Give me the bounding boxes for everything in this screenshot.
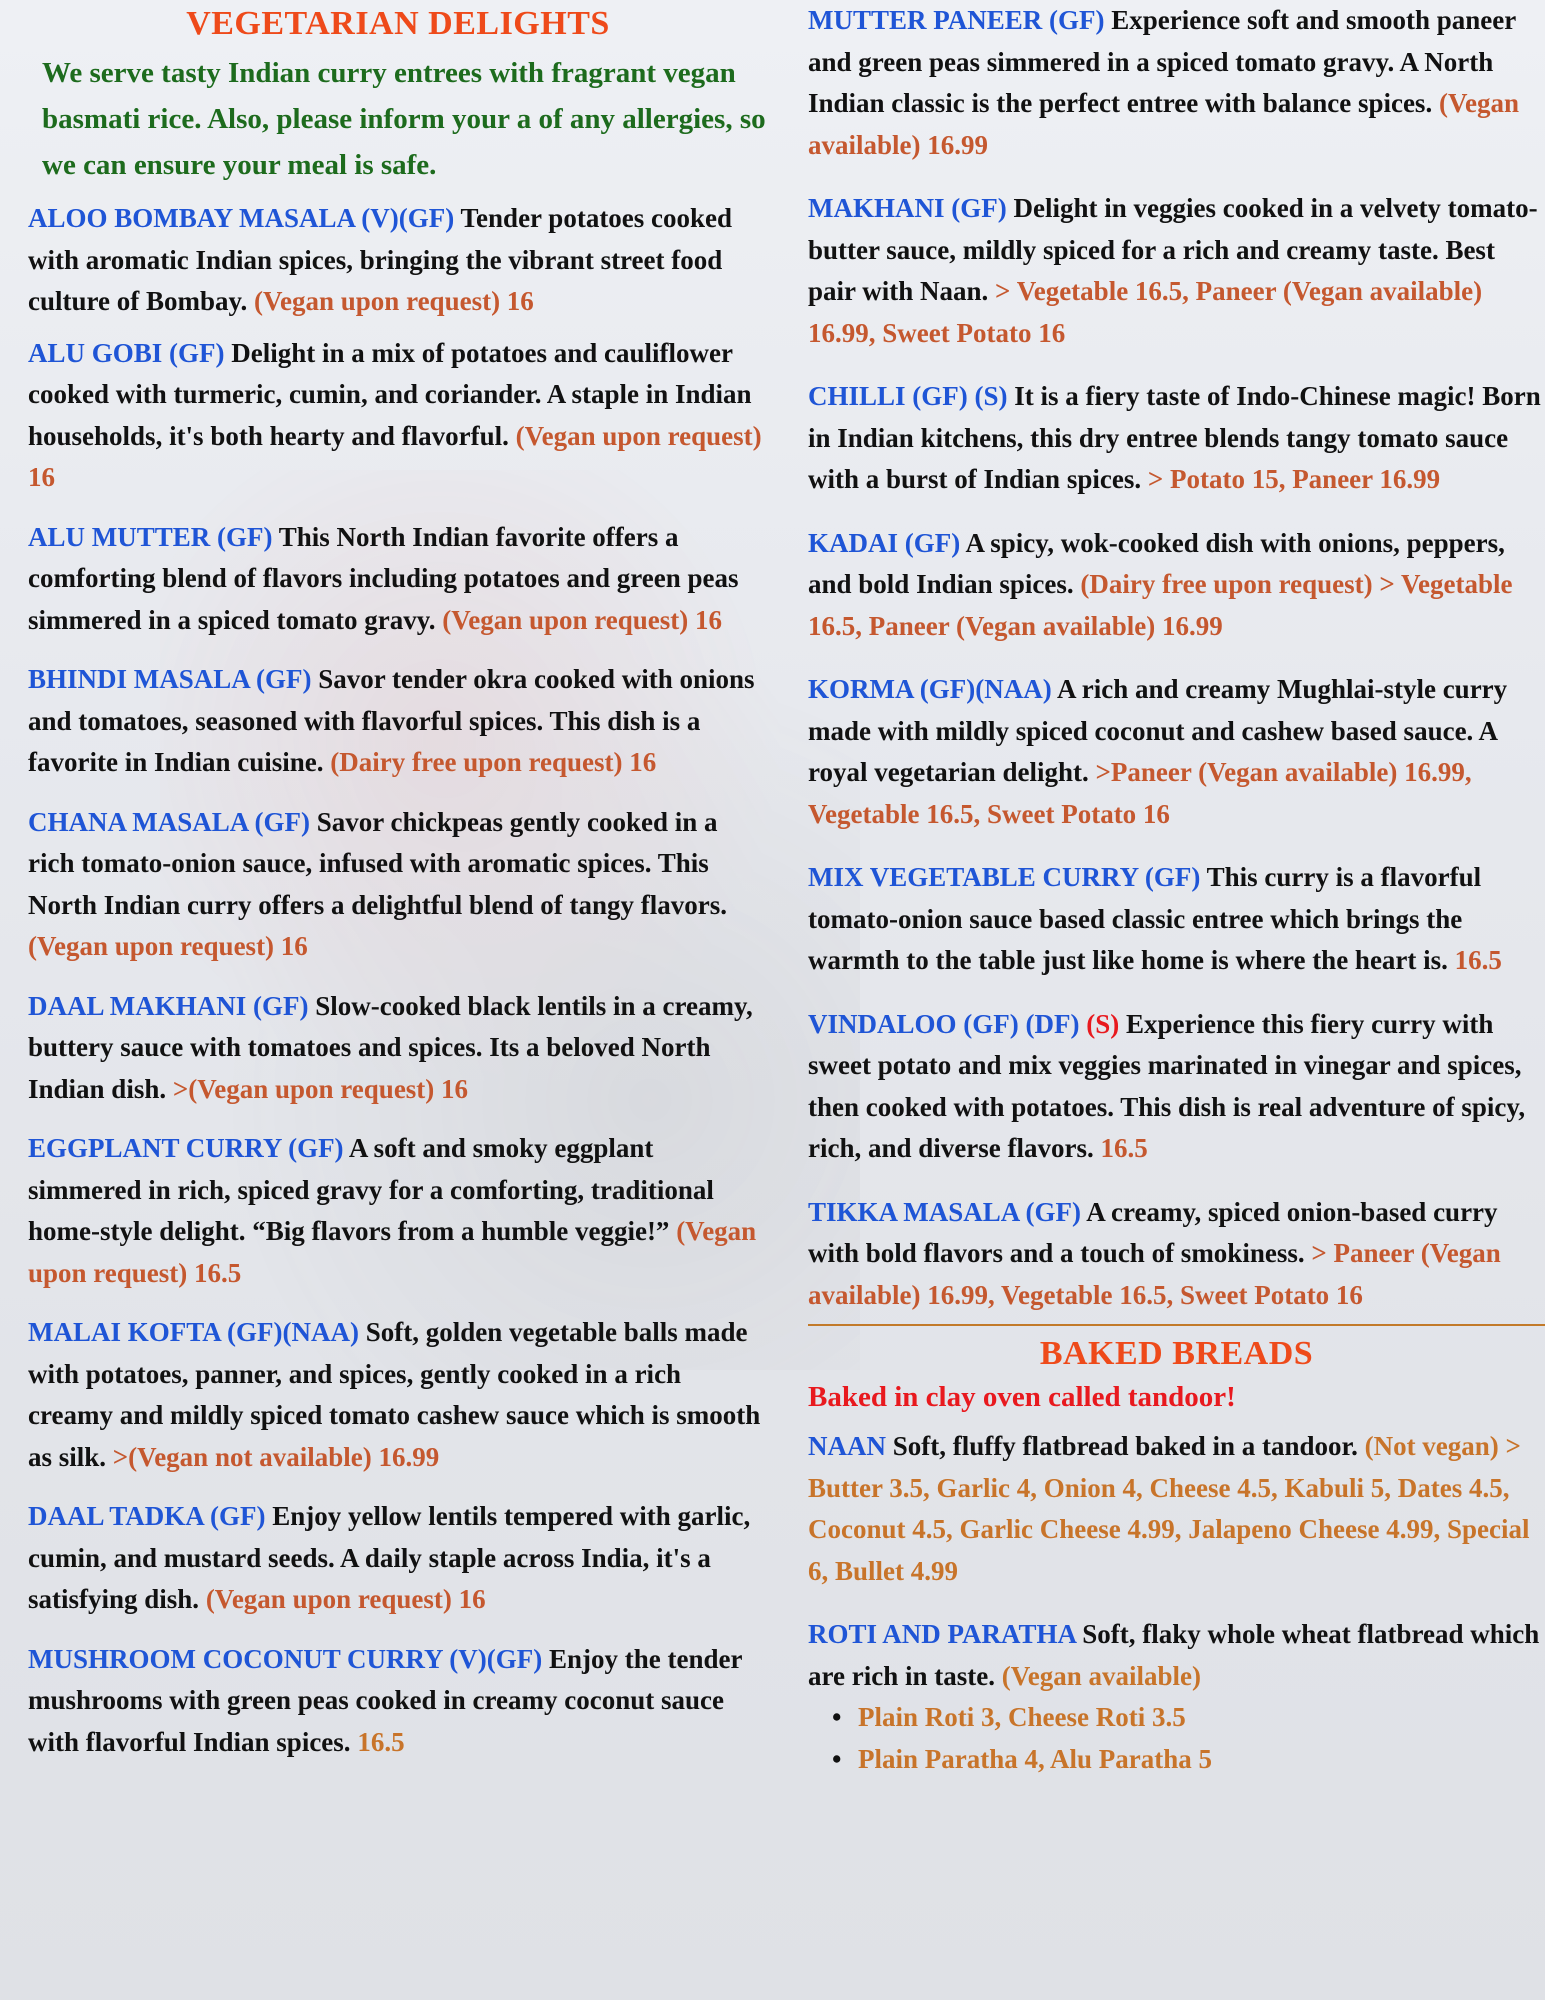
item-name: DAAL MAKHANI (GF) — [28, 990, 309, 1021]
item-price: 16.5 — [1100, 1133, 1148, 1163]
item-description: This curry is a flavorful tomato-onion sauce based classic entree which brings the warmth to the table just like home is where the heart is. — [808, 862, 1482, 975]
item-description: A spicy, wok-cooked dish with onions, peppers, and bold Indian spices. — [808, 527, 1505, 599]
vegetarian-title: VEGETARIAN DELIGHTS — [186, 5, 610, 42]
item-name: CHANA MASALA (GF) — [28, 806, 310, 837]
left-column — [28, 0, 768, 1781]
item-description: Delight in veggies cooked in a velvety tomato-butter sauce, mildly spiced for a rich and creamy taste. Best pair with Naan. — [808, 193, 1538, 306]
menu-item — [28, 1496, 768, 1621]
item-price: (Vegan upon request) 16 — [205, 1584, 486, 1614]
item-description: Soft, golden vegetable balls made with potatoes, panner, and spices, gently cooked in a rich creamy and mildly spiced tomato cashew sauce which is smooth as silk. — [28, 1317, 761, 1472]
roti-list — [808, 1697, 1545, 1780]
item-description: Savor tender okra cooked with onions and tomatoes, seasoned with flavorful spices. This dish is a favorite in Indian cuisine. — [28, 664, 755, 777]
item-price: 16.5 — [1454, 945, 1502, 975]
item-description: Slow-cooked black lentils in a creamy, buttery sauce with tomatoes and spices. Its a beloved North Indian dish. — [28, 990, 753, 1104]
item-name: MIX VEGETABLE CURRY (GF) — [808, 862, 1201, 892]
item-price: (Vegan upon request) 16 — [28, 931, 308, 961]
breads-subtitle: Baked in clay oven called tandoor! — [808, 1381, 1236, 1413]
menu-item — [28, 986, 768, 1111]
item-price: (Vegan upon request) 16 — [254, 286, 534, 316]
menu-item — [28, 802, 768, 968]
item-name: MAKHANI (GF) — [808, 193, 1007, 223]
intro-text: We serve tasty Indian curry entrees with fragrant vegan basmati rice. Also, please inform your a of any allergies, so we can ensure your meal is safe. — [42, 57, 766, 181]
item-name: KORMA (GF)(NAA) — [808, 674, 1052, 704]
item-price: (Dairy free upon request) > Vegetable 16.5, Paneer (Vegan available) 16.99 — [808, 569, 1513, 641]
item-name: MALAI KOFTA (GF)(NAA) — [28, 1317, 359, 1347]
item-name: VINDALOO (GF) (DF) — [808, 1008, 1080, 1039]
item-description: This North Indian favorite offers a comforting blend of flavors including potatoes and green peas simmered in a spiced tomato gravy. — [28, 521, 739, 635]
item-description: A soft and smoky eggplant simmered in rich, spiced gravy for a comforting, traditional home-style delight. “Big flavors from a humble veggie!” — [28, 1133, 714, 1246]
menu-item — [28, 198, 768, 323]
right-column — [808, 0, 1545, 1780]
item-price: >(Vegan upon request) 16 — [172, 1073, 469, 1104]
item-name: BHINDI MASALA (GF) — [28, 664, 312, 694]
item-name: NAAN — [808, 1431, 886, 1461]
item-description: Soft, fluffy flatbread baked in a tandoor. — [892, 1431, 1358, 1461]
item-name: KADAI (GF) — [808, 527, 961, 558]
menu-item — [808, 857, 1545, 982]
item-name: DAAL TADKA (GF) — [28, 1501, 266, 1531]
item-name: TIKKA MASALA (GF) — [808, 1196, 1082, 1227]
item-price: (Vegan available) 16.99 — [808, 88, 1519, 160]
item-price: (Vegan available) — [1001, 1660, 1201, 1691]
item-price: (Vegan upon request) 16 — [28, 420, 762, 492]
item-description: It is a fiery taste of Indo-Chinese magic! Born in Indian kitchens, this dry entree blends tangy tomato sauce with a burst of Indian spices. — [808, 381, 1541, 494]
menu-item — [808, 1004, 1545, 1170]
item-price: (Vegan upon request) 16 — [442, 604, 723, 635]
item-price: > Vegetable 16.5, Paneer (Vegan available) 16.99, Sweet Potato 16 — [808, 276, 1483, 348]
item-price: >(Vegan not available) 16.99 — [112, 1441, 440, 1472]
menu-item — [808, 669, 1545, 835]
item-name: EGGPLANT CURRY (GF) — [28, 1133, 344, 1163]
item-price: > Potato 15, Paneer 16.99 — [1147, 464, 1441, 494]
item-description: Savor chickpeas gently cooked in a rich tomato-onion sauce, infused with aromatic spices. This North Indian curry offers a delightful blend of tangy flavors. — [28, 806, 728, 920]
item-description: A rich and creamy Mughlai-style curry made with mildly spiced coconut and cashew based sauce. A royal vegetarian delight. — [808, 674, 1508, 787]
menu-item — [28, 1128, 768, 1294]
item-name: MUTTER PANEER (GF) — [808, 5, 1105, 35]
item-name: ALOO BOMBAY MASALA (V)(GF) — [28, 203, 455, 233]
menu-item — [808, 0, 1545, 166]
item-price: 16.5 — [357, 1726, 405, 1757]
item-description: Experience soft and smooth paneer and green peas simmered in a spiced tomato gravy. A North Indian classic is the perfect entree with balance spices. — [808, 5, 1516, 118]
list-item: • Plain Roti 3, Cheese Roti 3.5 — [832, 1697, 1545, 1739]
list-item: • Plain Paratha 4, Alu Paratha 5 — [832, 1739, 1545, 1781]
baked-breads-section — [808, 1332, 1545, 1780]
menu-item — [808, 523, 1545, 648]
item-description: Experience this fiery curry with sweet potato and mix veggies marinated in vinegar and spices, then cooked with potatoes. This dish is real adventure of spicy, rich, and diverse flavors. — [808, 1008, 1526, 1163]
item-description: Delight in a mix of potatoes and cauliflower cooked with turmeric, cumin, and coriander. A staple in Indian households, it's both hearty and flavorful. — [28, 337, 752, 451]
item-name: CHILLI (GF) (S) — [808, 381, 1008, 411]
menu-item — [808, 376, 1545, 501]
item-price: (Not vegan) > Butter 3.5, Garlic 4, Onion 4, Cheese 4.5, Kabuli 5, Dates 4.5, Coconut 4.5, Garlic Cheese 4.99, Jalapeno Cheese 4.99, Special 6, Bullet 4.99 — [808, 1431, 1530, 1586]
menu-item — [28, 659, 768, 784]
menu-item — [808, 1192, 1545, 1317]
item-name: MUSHROOM COCONUT CURRY (V)(GF) — [28, 1643, 543, 1674]
item-price: >Paneer (Vegan available) 16.99, Vegetable 16.5, Sweet Potato 16 — [808, 757, 1472, 829]
item-name: ALU MUTTER (GF) — [28, 521, 273, 552]
item-name: ROTI AND PARATHA — [808, 1619, 1076, 1649]
menu-item — [808, 1614, 1545, 1697]
spicy-marker: (S) — [1086, 1008, 1120, 1039]
item-description: Tender potatoes cooked with aromatic Indian spices, bringing the vibrant street food culture of Bombay. — [28, 203, 733, 316]
item-description: A creamy, spiced onion-based curry with bold flavors and a touch of smokiness. — [808, 1196, 1498, 1268]
item-price: > Paneer (Vegan available) 16.99, Vegetable 16.5, Sweet Potato 16 — [808, 1238, 1501, 1310]
item-description: Soft, flaky whole wheat flatbread which are rich in taste. — [808, 1619, 1540, 1691]
item-name: ALU GOBI (GF) — [28, 337, 225, 368]
menu-item — [808, 1426, 1545, 1592]
item-price: (Dairy free upon request) 16 — [330, 747, 657, 777]
breads-title: BAKED BREADS — [1039, 1335, 1314, 1372]
menu-item — [28, 333, 768, 499]
item-price: (Vegan upon request) 16.5 — [28, 1216, 757, 1288]
menu-item — [28, 517, 768, 642]
item-description: Enjoy yellow lentils tempered with garlic, cumin, and mustard seeds. A daily staple across India, it's a satisfying dish. — [28, 1501, 751, 1614]
item-description: Enjoy the tender mushrooms with green peas cooked in creamy coconut sauce with flavorful Indian spices. — [28, 1643, 743, 1757]
menu-item — [808, 188, 1545, 354]
menu-item — [28, 1312, 768, 1478]
section-divider — [808, 1324, 1545, 1326]
menu-item — [28, 1639, 768, 1764]
